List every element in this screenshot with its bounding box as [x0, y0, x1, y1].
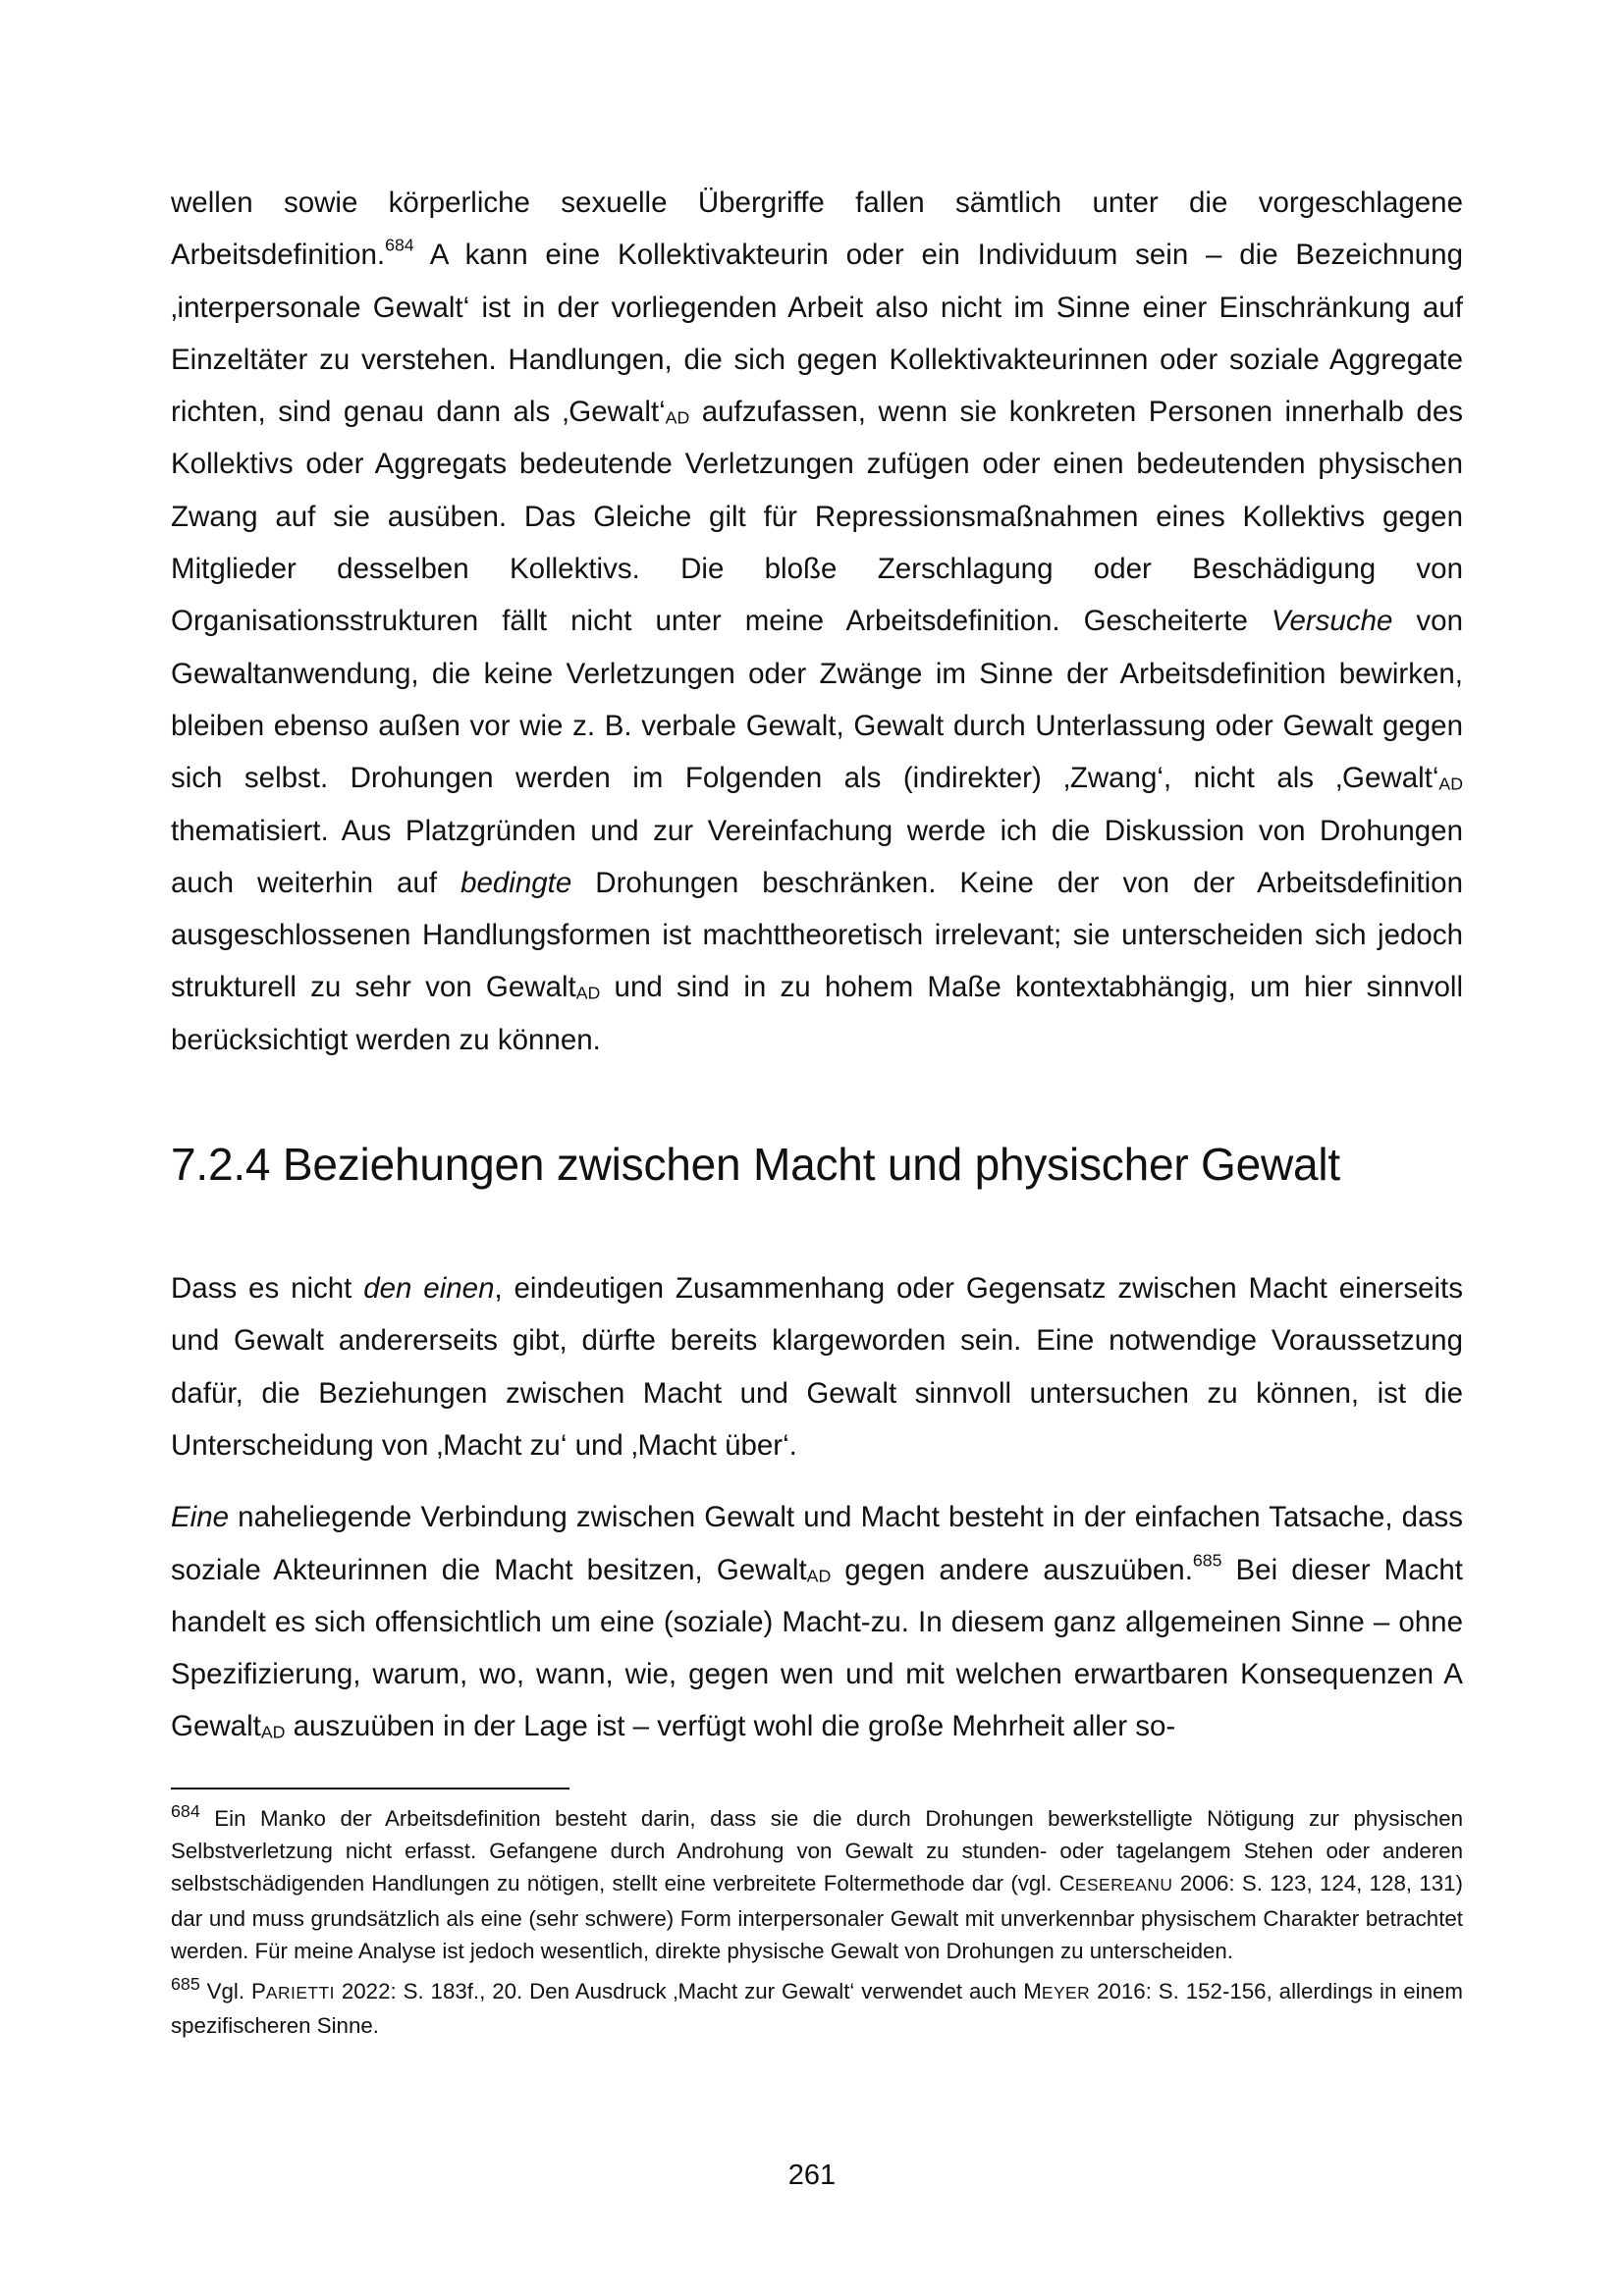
text-segment: naheliegende Verbindung zwischen Gewalt und Macht besteht in der einfachen Tatsache, dass soziale Akteurinnen die Macht besitzen, Gewalt: [171, 1501, 1463, 1586]
author-cesereanu: [1059, 1871, 1173, 1896]
text-segment: aufzufassen, wenn sie konkreten Personen innerhalb des Kollektivs oder Aggregats bedeutende Verletzungen zufügen oder einen bedeutenden physischen Zwang auf sie ausüben. Das Gleiche gilt für Repressionsmaßnahmen eines Kollektivs gegen Mitglieder desselben Kollektivs. Die bloße Zerschlagung oder Beschädigung von Organisationsstrukturen fällt nicht unter meine Arbeitsdefinition. Gescheiterte: [171, 396, 1463, 638]
footnote-684: [171, 1802, 1463, 1967]
author-parietti: [251, 1979, 335, 2003]
text-segment: Ein Manko der Arbeitsdefinition besteht darin, dass sie die durch Drohungen bewerkstelligte Nötigung zur physischen Selbstverletzung nicht erfasst. Gefangene durch Androhung von Gewalt zu stunden- oder tagelangem Stehen oder anderen selbstschädigenden Handlungen zu nötigen, stellt eine verbreitete Foltermethode dar (vgl.: [171, 1806, 1463, 1896]
text-segment: von Gewaltanwendung, die keine Verletzungen oder Zwänge im Sinne der Arbeitsdefinition bewirken, bleiben ebenso außen vor wie z. B. verbale Gewalt, Gewalt durch Unterlassung oder Gewalt gegen sich selbst. Drohungen werden im Folgenden als (indirekter) ‚Zwang‘, nicht als ‚Gewalt‘: [171, 605, 1463, 795]
page-number: 261: [787, 2160, 837, 2191]
author-smallcaps: ESEREANU: [1074, 1875, 1173, 1896]
emphasis: Eine: [171, 1501, 230, 1534]
text-segment: auszuüben in der Lage ist – verfügt wohl die große Mehrheit aller so-: [285, 1710, 1176, 1743]
text-segment: A kann eine Kollektivakteurin oder ein Individuum sein – die Bezeichnung ‚interpersonale Gewalt‘ ist in der vorliegenden Arbeit also nicht im Sinne einer Einschränkung auf Einzeltäter zu verstehen. Handlungen, die sich gegen Kollektivakteurinnen oder soziale Aggregate richten, sind genau dann als ‚Gewalt‘: [171, 239, 1463, 429]
text-segment: 2016: S. 152-156, allerdings in einem spezifischeren Sinne.: [171, 1979, 1464, 2039]
footnote-separator: [171, 1788, 569, 1789]
subscript-ad: AD: [1438, 774, 1463, 794]
footnote-number: 685: [171, 1974, 200, 1995]
page-body: [171, 177, 1463, 1753]
text-segment: wellen sowie körperliche sexuelle Übergriffe fallen sämtlich unter die vorgeschlagene Arbeitsdefinition.: [171, 187, 1463, 272]
footnote-number: 684: [171, 1801, 200, 1822]
emphasis: den einen: [363, 1272, 495, 1306]
subscript-ad: AD: [665, 407, 690, 428]
paragraph-3: [171, 1491, 1463, 1752]
subscript-ad: AD: [575, 984, 601, 1004]
author-smallcaps: ARIETTI: [265, 1983, 335, 2003]
text-segment: , eindeutigen Zusammenhang oder Gegensatz zwischen Macht einerseits und Gewalt andererseits gibt, dürfte bereits klargeworden sein. Eine notwendige Voraussetzung dafür, die Beziehungen zwischen Macht und Gewalt sinnvoll untersuchen zu können, ist die Unterscheidung von ‚Macht zu‘ und ‚Macht über‘.: [171, 1272, 1463, 1462]
text-segment: 2022: S. 183f., 20. Den Ausdruck ‚Macht zur Gewalt‘ verwendet auch: [334, 1979, 1024, 2004]
text-segment: Dass es nicht: [171, 1272, 364, 1306]
author-meyer: [1023, 1979, 1090, 2003]
subscript-ad: AD: [806, 1566, 832, 1586]
text-segment: gegen andere auszuüben.: [831, 1553, 1193, 1586]
footnotes: [171, 1802, 1463, 2042]
text-segment: Bei dieser Macht handelt es sich offensichtlich um eine (soziale) Macht-zu. In diesem ganz allgemeinen Sinne – ohne Spezifizierung, warum, wo, wann, wie, gegen wen und mit welchen erwartbaren Konsequenzen A Gewalt: [171, 1553, 1463, 1743]
author-initial: P: [250, 1979, 266, 2004]
paragraph-1: [171, 177, 1463, 1066]
paragraph-2: [171, 1262, 1463, 1471]
footnote-685: [171, 1975, 1463, 2042]
footnote-ref-685[interactable]: 685: [1192, 1550, 1222, 1571]
author-initial: M: [1023, 1979, 1042, 2004]
author-smallcaps: EYER: [1041, 1983, 1091, 2003]
text-segment: 2006: S. 123, 124, 128, 131) dar und muss grundsätzlich als eine (sehr schwere) Form interpersonaler Gewalt mit unverkennbar physischem Charakter betrachtet werden. Für meine Analyse ist jedoch wesentlich, direkte physische Gewalt von Drohungen zu unterscheiden.: [171, 1871, 1463, 1963]
section-heading: 7.2.4 Beziehungen zwischen Macht und physischer Gewalt: [171, 1139, 1340, 1191]
text-segment: thematisiert. Aus Platzgründen und zur Vereinfachung werde ich die Diskussion von Drohungen auch weiterhin auf: [171, 814, 1463, 899]
author-initial: C: [1058, 1871, 1075, 1896]
text-segment: Vgl.: [199, 1979, 251, 2004]
footnote-ref-684[interactable]: 684: [385, 236, 414, 256]
text-segment: und sind in zu hohem Maße kontextabhängig, um hier sinnvoll berücksichtigt werden zu können.: [171, 971, 1463, 1056]
emphasis: bedingte: [460, 866, 572, 899]
emphasis: Versuche: [1271, 605, 1393, 638]
subscript-ad: AD: [260, 1723, 286, 1743]
text-segment: Drohungen beschränken. Keine der von der Arbeitsdefinition ausgeschlossenen Handlungsformen ist machttheoretisch irrelevant; sie unterscheiden sich jedoch strukturell zu sehr von Gewalt: [171, 866, 1463, 1004]
